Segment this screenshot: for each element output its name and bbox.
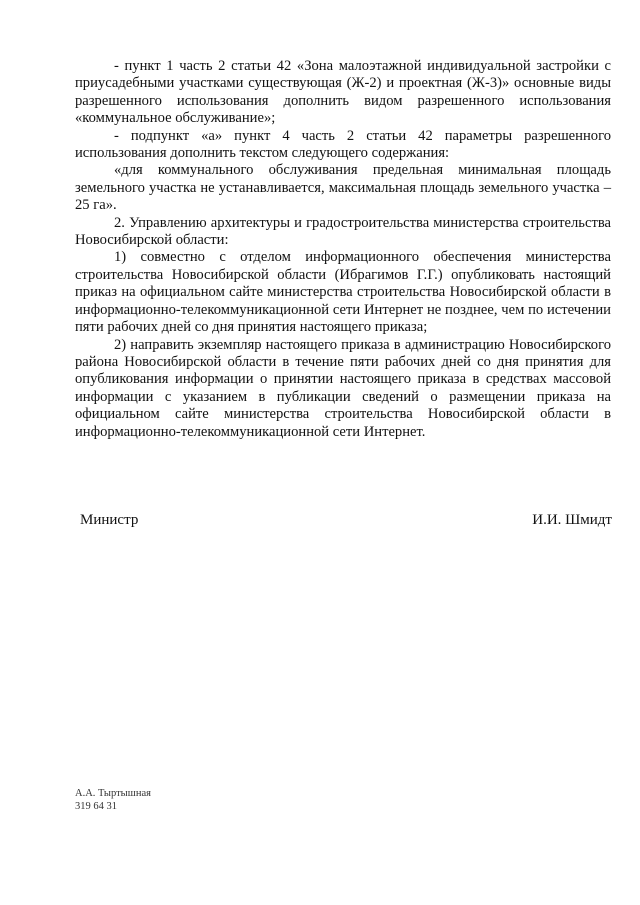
paragraph-quoted-text: «для коммунального обслуживания предельная минимальная площадь земельного участка не устанавливается, максимальная площадь земельного участка – 25 га». (75, 162, 611, 214)
document-body (75, 58, 611, 441)
signatory-name: И.И. Шмидт (532, 512, 612, 528)
executor-name: А.А. Тыртышная (75, 788, 151, 799)
paragraph-subclause-amendment: - подпункт «а» пункт 4 часть 2 статьи 42 параметры разрешенного использования дополнить текстом следующего содержания: (75, 127, 611, 162)
paragraph-zone-amendment: - пункт 1 часть 2 статьи 42 «Зона малоэтажной индивидуальной застройки с приусадебными участками существующая (Ж-2) и проектная (Ж-3)» основные виды разрешенного использования дополнить видом разрешенного использования «коммунальное обслуживание»; (75, 58, 611, 127)
paragraph-subitem-1: 1) совместно с отделом информационного обеспечения министерства строительства Новосибирской области (Ибрагимов Г.Г.) опубликовать настоящий приказ на официальном сайте министерства строительства Новосибирской области в информационно-телекоммуникационной сети Интернет не позднее, чем по истечении пяти рабочих дней со дня принятия настоящего приказа; (75, 249, 611, 336)
executor-phone: 319 64 31 (75, 801, 117, 812)
paragraph-subitem-2: 2) направить экземпляр настоящего приказа в администрацию Новосибирского района Новосибирской области в течение пяти рабочих дней со дня принятия для опубликования информации о принятии настоящего приказа в средствах массовой информации с указанием в публикации сведений о размещении приказа на официальном сайте министерства строительства Новосибирской области в информационно-телекоммуникационной сети Интернет. (75, 336, 611, 440)
executor-footer (75, 787, 151, 813)
signatory-title: Министр (80, 512, 139, 528)
signature-block (80, 511, 612, 529)
paragraph-item-2: 2. Управлению архитектуры и градостроительства министерства строительства Новосибирской области: (75, 214, 611, 249)
